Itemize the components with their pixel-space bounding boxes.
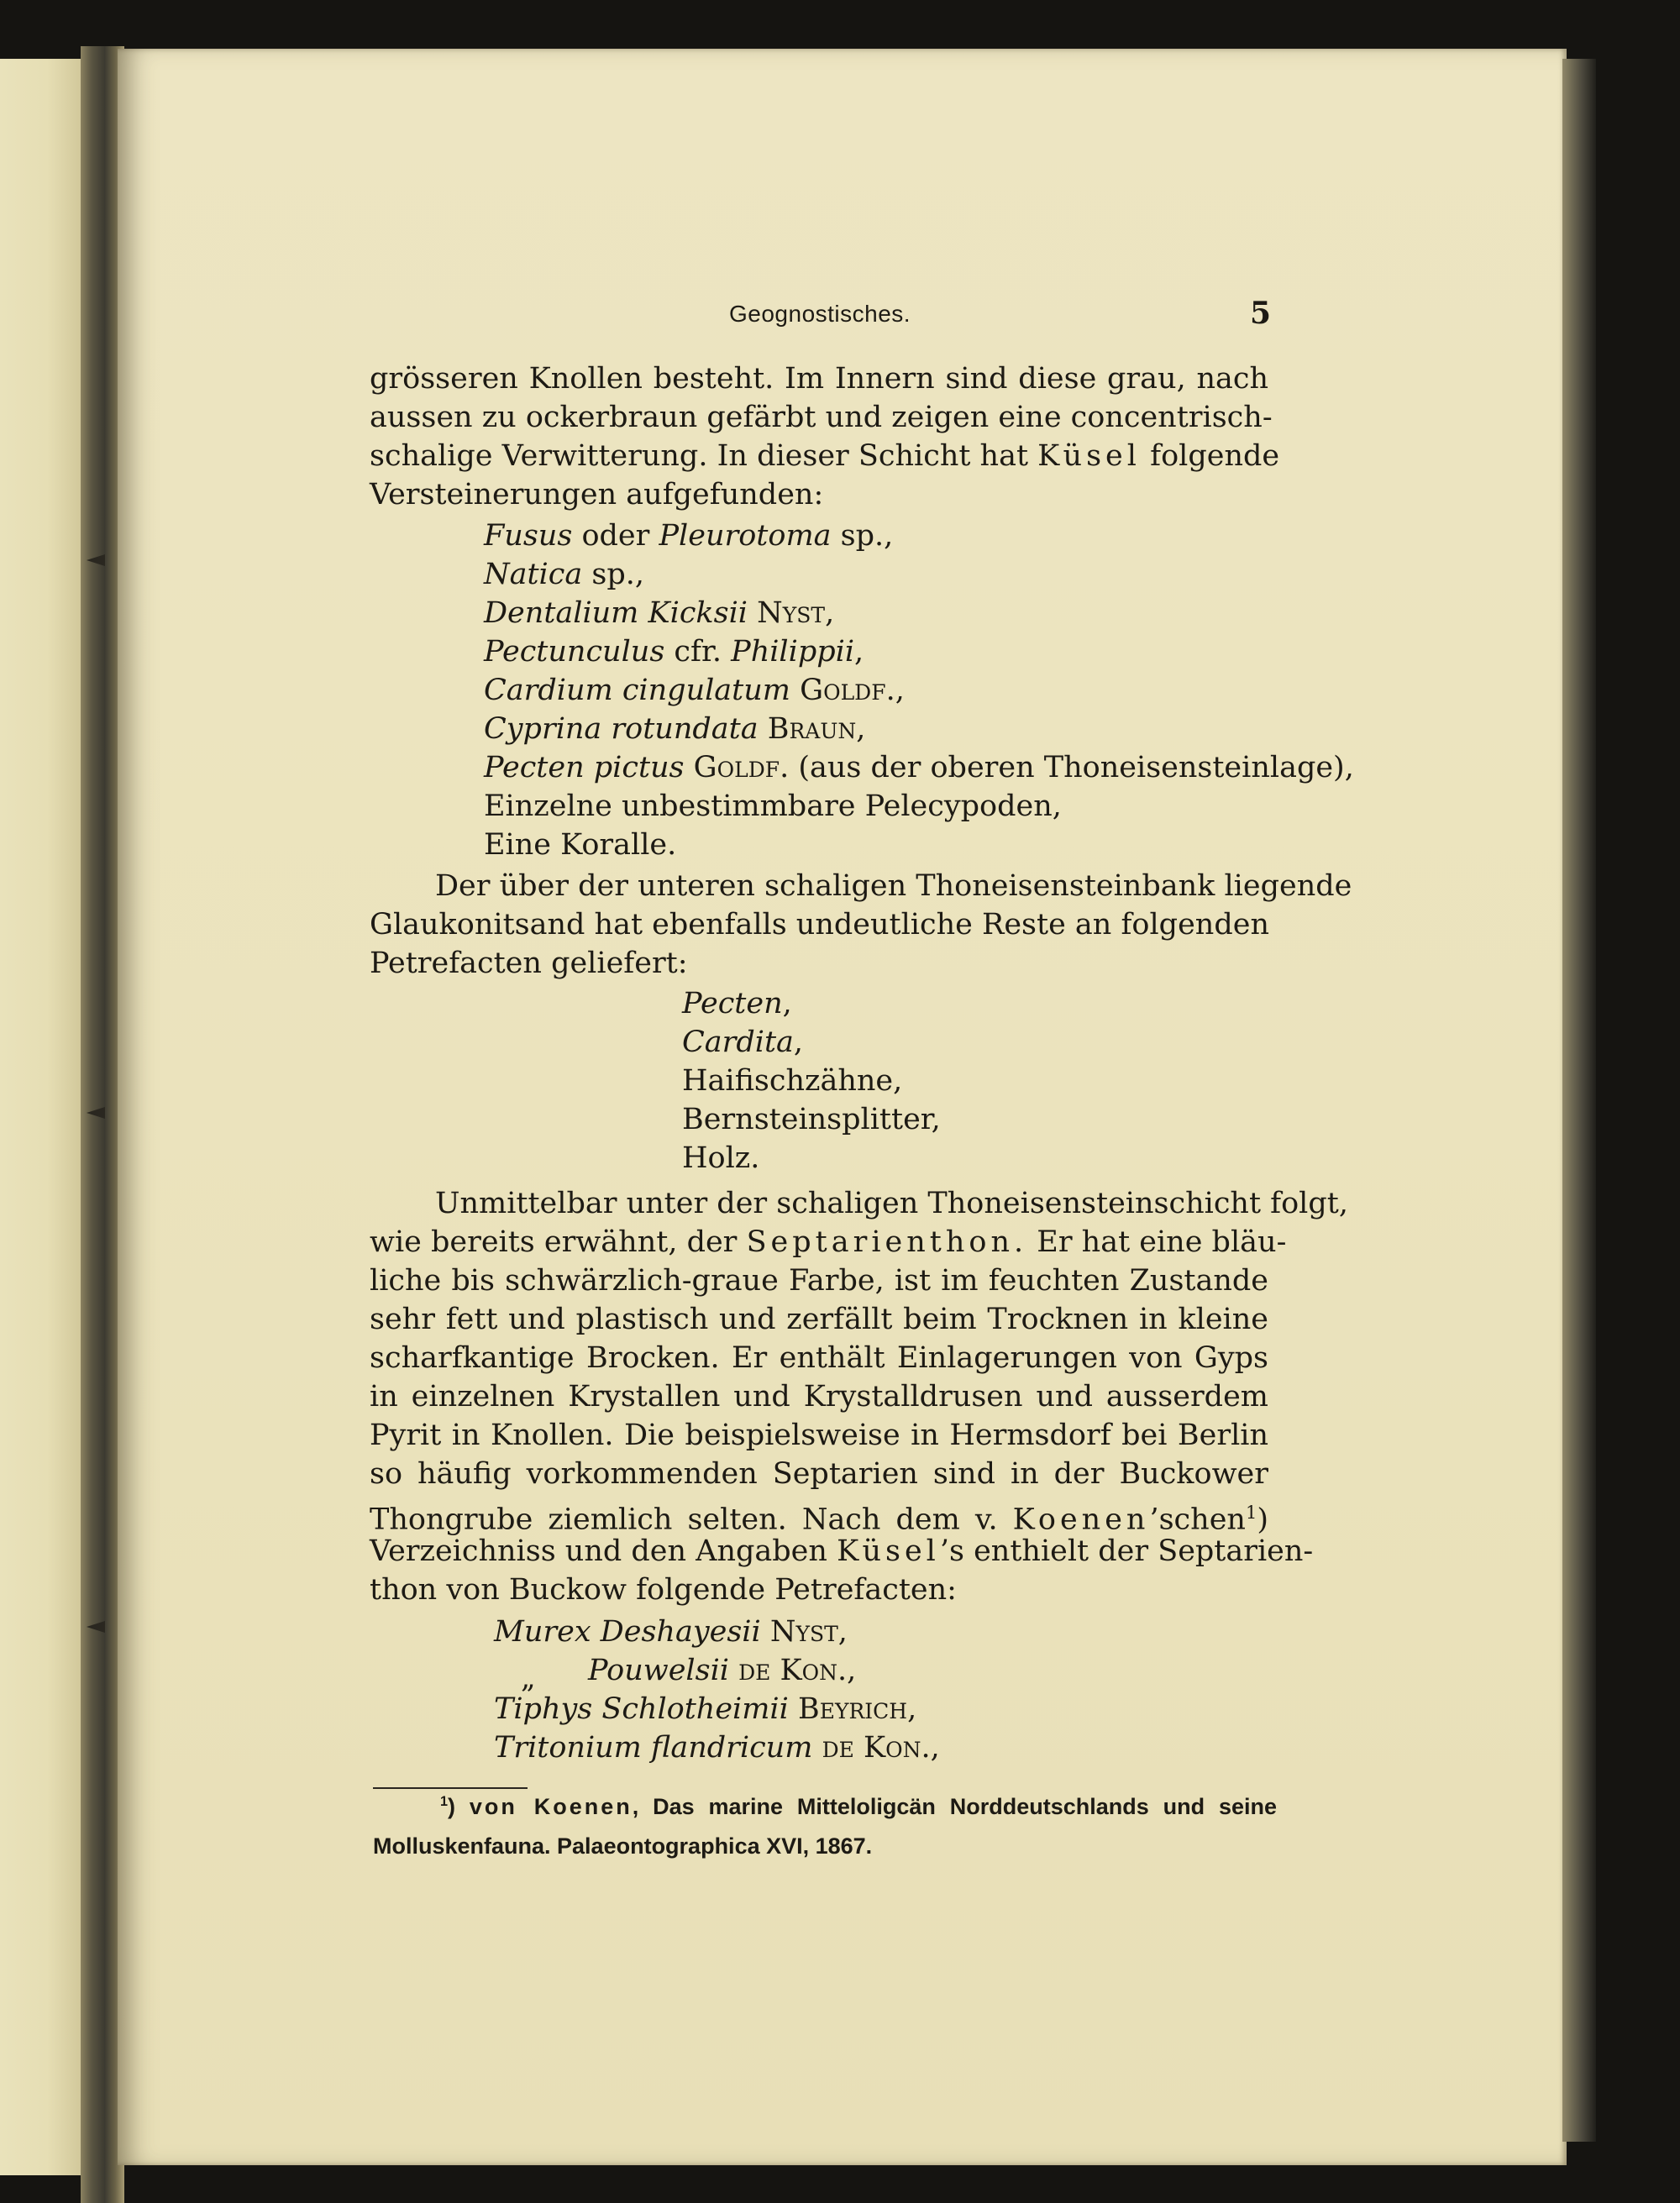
list-item: Pouwelsii de Kon.,	[588, 1654, 857, 1687]
running-head: Geognostisches.	[729, 301, 911, 327]
text-line: wie bereits erwähnt, der Septarienthon. Er hat eine bläu-	[370, 1225, 1287, 1259]
list-item: Cardita,	[682, 1025, 804, 1059]
text-line: Unmittelbar unter der schaligen Thoneisensteinschicht folgt,	[435, 1187, 1348, 1220]
text-line: thon von Buckow folgende Petrefacten:	[370, 1573, 957, 1607]
list-item: Haifischzähne,	[682, 1064, 903, 1098]
footnote-rule	[373, 1787, 528, 1789]
ditto-mark: „	[521, 1661, 536, 1695]
author-name: Küsel	[837, 1534, 940, 1568]
term-septarienthon: Septarienthon.	[746, 1225, 1028, 1259]
list-item: Pecten pictus Goldf. (aus der oberen Thoneisensteinlage),	[484, 751, 1354, 784]
footnote-line: Molluskenfauna. Palaeontographica XVI, 1867.	[373, 1833, 873, 1859]
list-item: Pecten,	[682, 987, 792, 1020]
list-item: Fusus oder Pleurotoma sp.,	[484, 519, 894, 553]
page-number: 5	[1250, 296, 1272, 331]
list-item: Bernsteinsplitter,	[682, 1103, 941, 1136]
author-name: Koenen	[1012, 1503, 1150, 1537]
text-line: Thongrube ziemlich selten. Nach dem v. Koenen’schen$^1$)	[370, 1503, 1268, 1537]
footnote-line: $^1$) von Koenen, Das marine Mitteloligcän Norddeutschlands und seine	[440, 1794, 1278, 1819]
text-line: Pyrit in Knollen. Die beispielsweise in Hermsdorf bei Berlin	[370, 1419, 1268, 1452]
list-item: Tritonium flandricum de Kon.,	[494, 1731, 940, 1765]
text-line: sehr fett und plastisch und zerfällt beim Trocknen in kleine	[370, 1303, 1268, 1336]
list-item: Natica sp.,	[484, 558, 644, 591]
text-line: aussen zu ockerbraun gefärbt und zeigen eine concentrisch-	[370, 401, 1273, 434]
text-line: Versteinerungen aufgefunden:	[370, 478, 824, 511]
text-line: Der über der unteren schaligen Thoneisensteinbank liegende	[435, 869, 1352, 903]
text-line: scharfkantige Brocken. Er enthält Einlagerungen von Gyps	[370, 1341, 1268, 1375]
list-item: Cyprina rotundata Braun,	[484, 712, 866, 746]
text-line: so häufig vorkommenden Septarien sind in der Buckower	[370, 1457, 1268, 1491]
text-line: liche bis schwärzlich-graue Farbe, ist im feuchten Zustande	[370, 1264, 1268, 1298]
author-name: Küsel	[1037, 439, 1141, 473]
list-item: Holz.	[682, 1141, 760, 1175]
list-item: Tiphys Schlotheimii Beyrich,	[494, 1692, 917, 1726]
list-item: Pectunculus cfr. Philippii,	[484, 635, 864, 669]
text-line: schalige Verwitterung. In dieser Schicht hat Küsel folgende	[370, 439, 1280, 473]
text-line: Glaukonitsand hat ebenfalls undeutliche Reste an folgenden	[370, 908, 1269, 942]
text-line: grösseren Knollen besteht. Im Innern sind diese grau, nach	[370, 362, 1268, 396]
footnote-ref: 1	[1245, 1503, 1257, 1523]
list-item: Dentalium Kicksii Nyst,	[484, 596, 835, 630]
list-item: Einzelne unbestimmbare Pelecypoden,	[484, 789, 1062, 823]
list-item: Cardium cingulatum Goldf.,	[484, 674, 905, 707]
text-line: Verzeichniss und den Angaben Küsel’s enthielt der Septarien-	[370, 1534, 1314, 1568]
text-line: Petrefacten geliefert:	[370, 947, 688, 980]
list-item: Murex Deshayesii Nyst,	[494, 1615, 848, 1649]
text-line: in einzelnen Krystallen und Krystalldrusen und ausserdem	[370, 1380, 1268, 1414]
list-item: Eine Koralle.	[484, 828, 677, 862]
